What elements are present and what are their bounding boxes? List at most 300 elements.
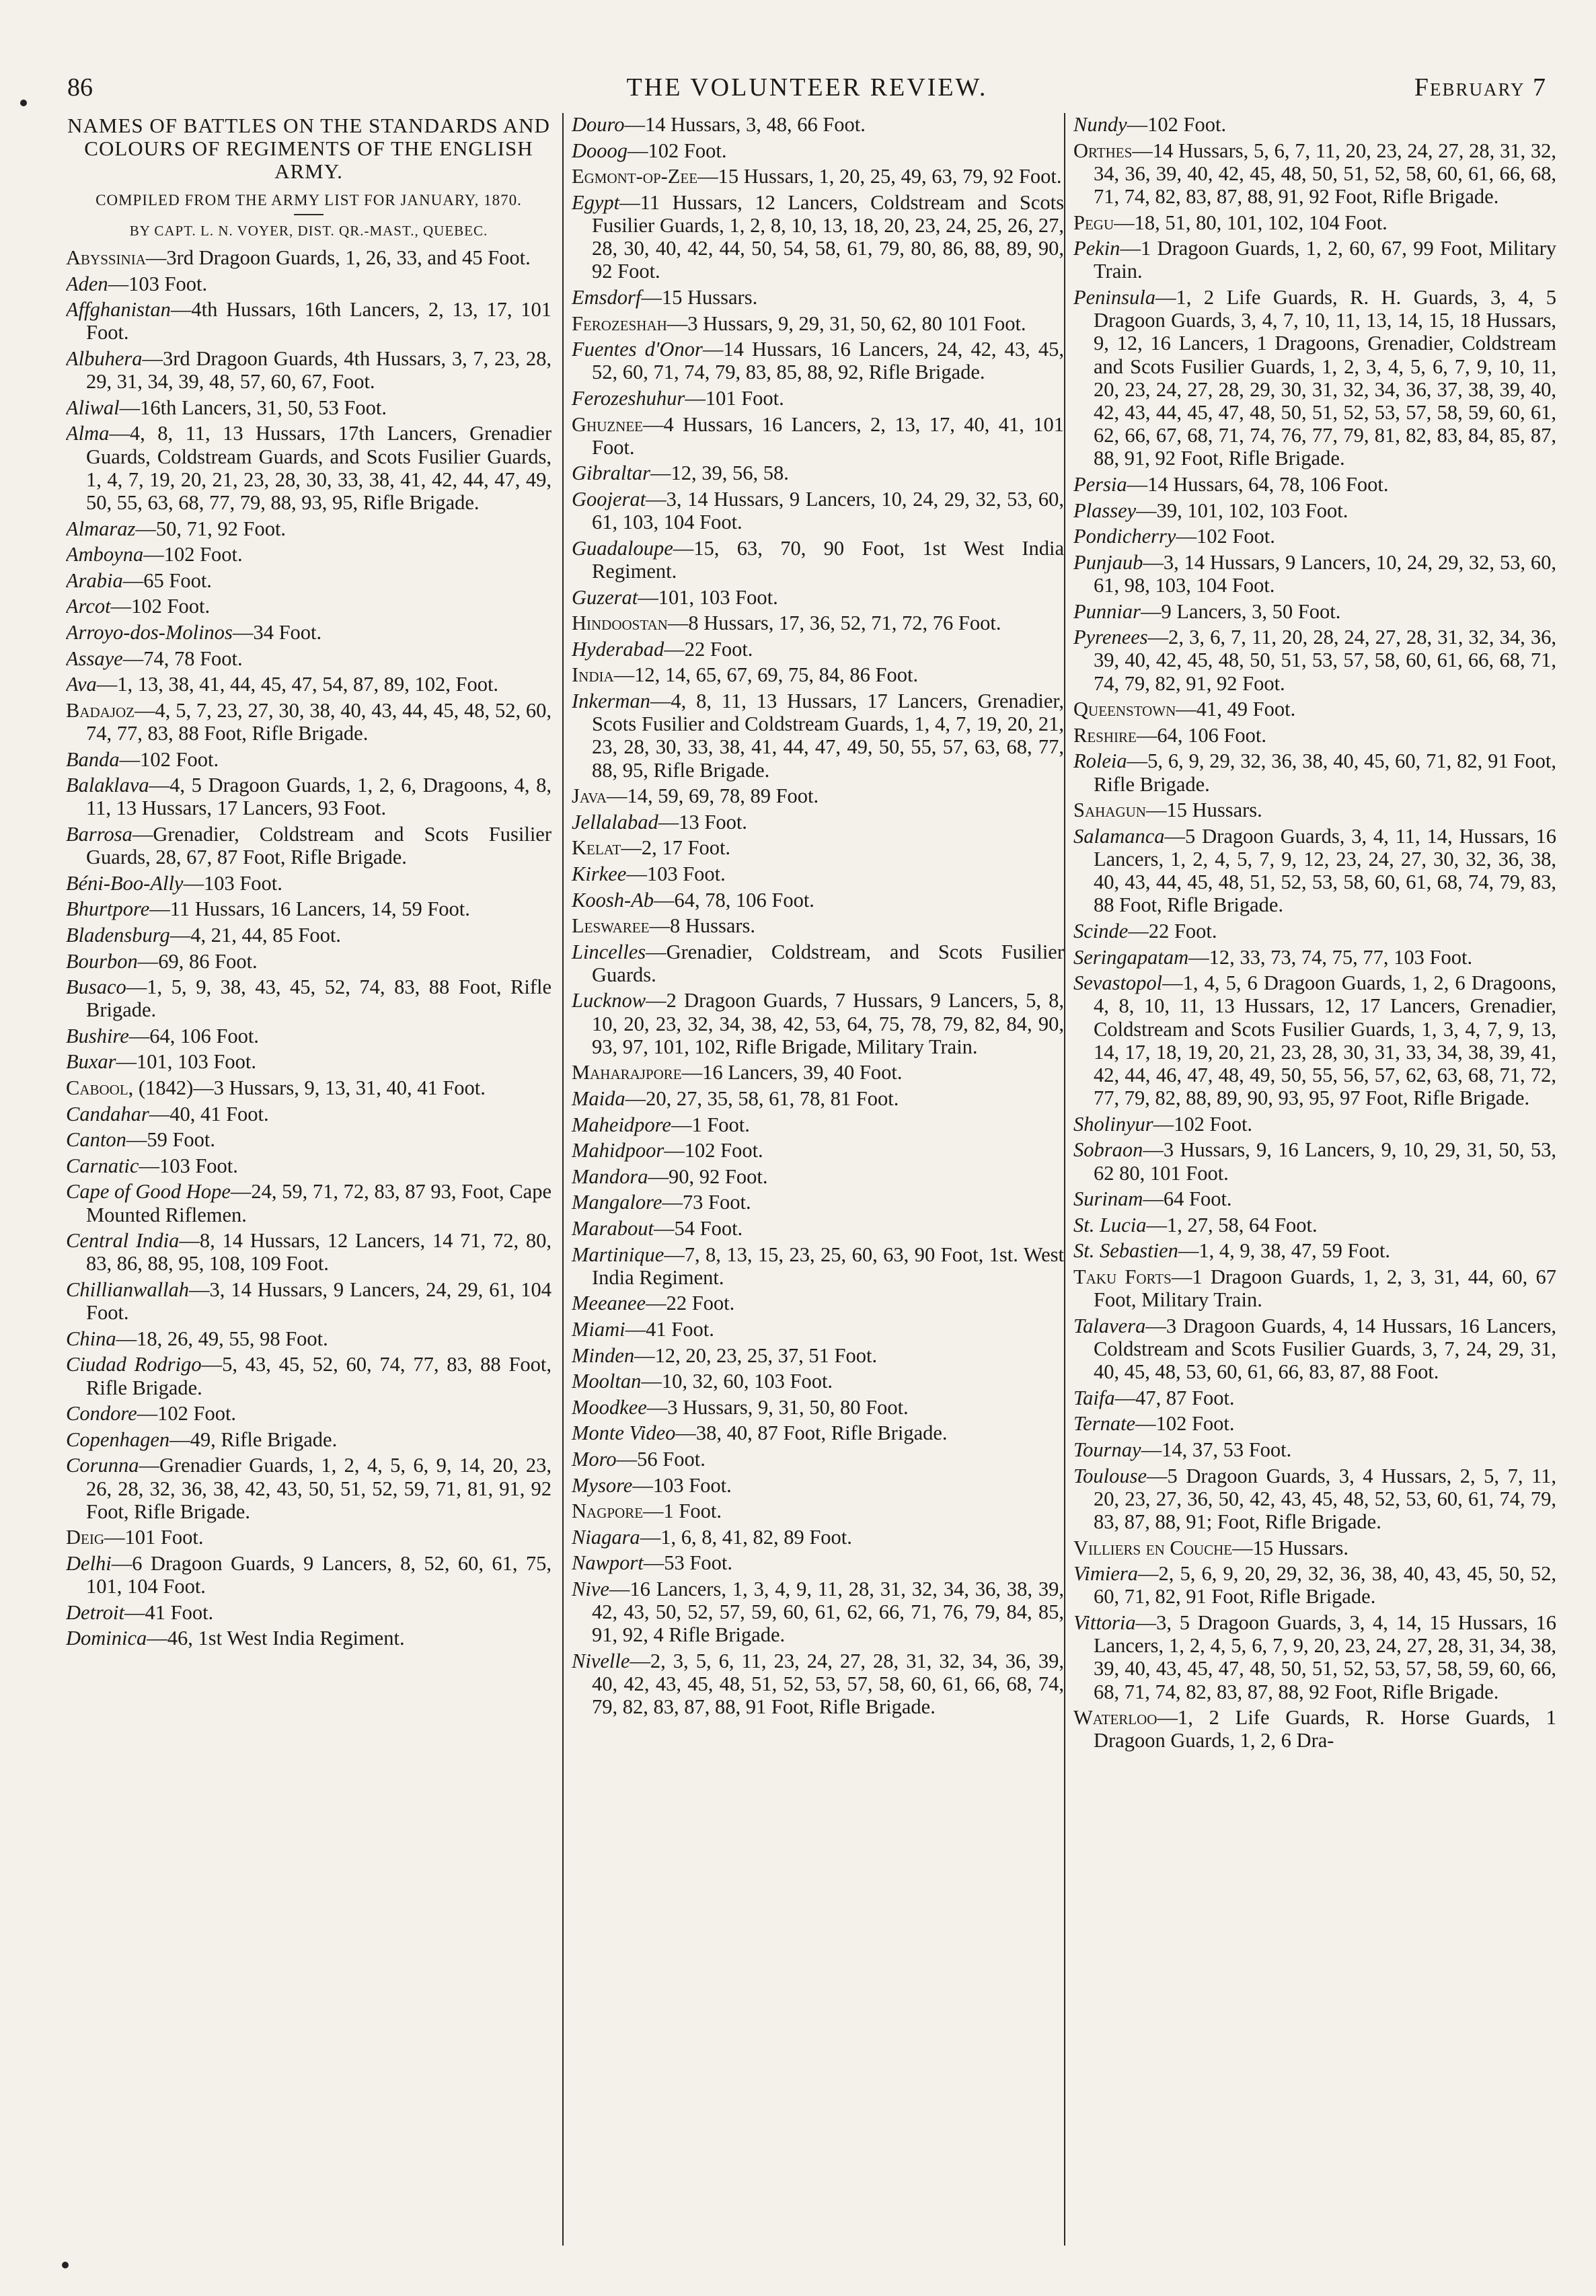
battle-regiments: 14 Hussars, 16 Lancers, 24, 42, 43, 45, 52, 60, 71, 74, 79, 83, 85, 88, 92, Rifle Brigade.: [592, 338, 1064, 384]
battle-name: Roleia: [1073, 749, 1127, 773]
battle-regiments: 16 Lancers, 39, 40 Foot.: [702, 1061, 903, 1084]
battle-regiments: 11 Hussars, 12 Lancers, Coldstream and Scots Fusilier Guards, 1, 2, 8, 10, 13, 18, 20, 23, 24, 25, 26, 27, 28, 30, 40, 42, 44, 50, 54, 58, 61, 79, 80, 86, 88, 89, 90, 92 Foot.: [592, 190, 1064, 283]
battle-name: Salamanca: [1073, 824, 1165, 848]
battle-entry: Bhurtpore—11 Hussars, 16 Lancers, 14, 59 Foot.: [66, 897, 470, 921]
battle-entry: Buxar—101, 103 Foot.: [66, 1050, 256, 1074]
battle-name: Albuhera: [66, 346, 143, 370]
battle-name: Maida: [572, 1087, 625, 1111]
battle-entry: Niagara—1, 6, 8, 41, 82, 89 Foot.: [572, 1525, 852, 1549]
battle-name: Maharajpore: [572, 1061, 682, 1084]
battle-entry: Inkerman—4, 8, 11, 13 Hussars, 17 Lancers, Grenadier, Scots Fusilier and Coldstream Guards, 1, 4, 7, 19, 20, 21, 23, 28, 30, 33, 38, 41, 44, 47, 49, 50, 55, 57, 63, 68, 77, 88, 95, Rifle Brigade.: [572, 689, 1064, 782]
battle-regiments: 1 Dragoon Guards, 1, 2, 60, 67, 99 Foot, Military Train.: [1094, 237, 1556, 283]
battle-regiments: 7, 8, 13, 15, 23, 25, 60, 63, 90 Foot, 1st. West India Regiment.: [592, 1243, 1064, 1289]
battle-entry: Nundy—102 Foot.: [1073, 113, 1227, 136]
battle-entry: Hindoostan—8 Hussars, 17, 36, 52, 71, 72, 76 Foot.: [572, 612, 1001, 635]
battle-regiments: 8 Hussars, 17, 36, 52, 71, 72, 76 Foot.: [688, 612, 1001, 635]
battle-entry: Ternate—102 Foot.: [1073, 1412, 1235, 1436]
battle-entry: St. Sebastien—1, 4, 9, 38, 47, 59 Foot.: [1073, 1239, 1391, 1263]
page-header: [67, 67, 1547, 108]
battle-regiments: 54 Foot.: [674, 1217, 743, 1240]
battle-name: Arabia: [66, 568, 123, 592]
battle-regiments: 4, 21, 44, 85 Foot.: [190, 923, 341, 947]
article-title: NAMES OF BATTLES ON THE STANDARDS AND COLOURS OF REGIMENTS OF THE ENGLISH ARMY.: [67, 114, 550, 183]
battle-entry: Seringapatam—12, 33, 73, 74, 75, 77, 103 Foot.: [1073, 945, 1473, 969]
battle-entry: Deig—101 Foot.: [66, 1526, 204, 1549]
battle-entry: Sobraon—3 Hussars, 9, 16 Lancers, 9, 10, 29, 31, 50, 53, 62 80, 101 Foot.: [1073, 1138, 1556, 1185]
battle-regiments: 18, 26, 49, 55, 98 Foot.: [137, 1327, 328, 1350]
battle-entry: Sholinyur—102 Foot.: [1073, 1112, 1253, 1136]
battle-regiments: 3rd Dragoon Guards, 4th Hussars, 3, 7, 23, 28, 29, 31, 34, 39, 48, 57, 60, 67, Foot.: [86, 346, 552, 394]
battle-entry: Punniar—9 Lancers, 3, 50 Foot.: [1073, 599, 1341, 623]
battle-name: Vittoria: [1073, 1610, 1136, 1634]
battle-regiments: 14 Hussars, 5, 6, 7, 11, 20, 23, 24, 27, 28, 31, 32, 34, 36, 39, 40, 42, 45, 48, 50, 51, 52, 58, 60, 61, 66, 68, 71, 74, 82, 83, 87, 88, 91, 92 Foot, Rifle Brigade.: [1094, 139, 1556, 208]
battle-regiments: 15 Hussars, 1, 20, 25, 49, 63, 79, 92 Foot.: [718, 165, 1062, 188]
battle-name: Ciudad Rodrigo: [66, 1353, 202, 1376]
battle-regiments: 101 Foot.: [124, 1526, 204, 1549]
battle-name: Banda: [66, 747, 120, 771]
battle-regiments: 8 Hussars.: [669, 914, 756, 938]
battle-regiments: 12, 20, 23, 25, 37, 51 Foot.: [654, 1343, 878, 1367]
battle-name: Candahar: [66, 1102, 149, 1125]
battle-name: Monte Video: [572, 1421, 676, 1445]
battle-regiments: 2, 3, 5, 6, 11, 23, 24, 27, 28, 31, 32, 34, 36, 39, 40, 42, 43, 45, 48, 51, 52, 53, 57, 58, 60, 61, 66, 68, 74, 79, 82, 83, 87, 88, 91 Foot, Rifle Brigade.: [592, 1649, 1064, 1719]
battle-entry: Minden—12, 20, 23, 25, 37, 51 Foot.: [572, 1343, 878, 1367]
battle-regiments: 16 Lancers, 1, 3, 4, 9, 11, 28, 31, 32, 34, 36, 38, 39, 42, 43, 50, 52, 57, 59, 60, 61, 62, 66, 71, 76, 79, 84, 85, 91, 92, 4 Rifle Brigade.: [592, 1577, 1064, 1647]
battle-entry: Tournay—14, 37, 53 Foot.: [1073, 1438, 1292, 1461]
battle-entry: Punjaub—3, 14 Hussars, 9 Lancers, 10, 24, 29, 32, 53, 60, 61, 98, 103, 104 Foot.: [1073, 550, 1556, 597]
battle-entry: Peninsula—1, 2 Life Guards, R. H. Guards, 3, 4, 5 Dragoon Guards, 3, 4, 7, 10, 11, 13, 14, 15, 18 Hussars, 9, 12, 16 Lancers, 1 Dragoons, Grenadier, Coldstream and Scots Fusilier Guards, 1, 2, 3, 4, 5, 6, 7, 9, 10, 11, 20, 23, 24, 27, 28, 29, 30, 31, 32, 34, 36, 37, 38, 39, 40, 42, 43, 44, 45, 47, 48, 50, 51, 52, 53, 57, 58, 59, 60, 61, 62, 66, 67, 68, 71, 74, 76, 77, 79, 81, 82, 83, 84, 85, 87, 88, 91, 92 Foot, Rifle Brigade.: [1073, 285, 1556, 470]
battle-name: Busaco: [66, 975, 126, 999]
battle-regiments: 5 Dragoon Guards, 3, 4, 11, 14, Hussars, 16 Lancers, 1, 2, 4, 5, 7, 9, 12, 23, 24, 27, 30, 32, 36, 38, 40, 43, 44, 45, 48, 51, 52, 53, 58, 60, 61, 68, 74, 79, 83, 88 Foot, Rifle Brigade.: [1094, 824, 1556, 917]
battle-name: Bourbon: [66, 949, 138, 973]
battle-entry: Reshire—64, 106 Foot.: [1073, 723, 1267, 747]
battle-regiments: Grenadier, Coldstream, and Scots Fusilier Guards.: [592, 940, 1064, 986]
battle-entry: Waterloo—1, 2 Life Guards, R. Horse Guards, 1 Dragoon Guards, 1, 2, 6 Dra-: [1073, 1706, 1556, 1752]
battle-regiments: 14, 37, 53 Foot.: [1162, 1438, 1292, 1461]
battle-regiments: 4th Hussars, 16th Lancers, 2, 13, 17, 101 Foot.: [86, 298, 552, 344]
battle-regiments: 3 Dragoon Guards, 4, 14 Hussars, 16 Lancers, Coldstream and Scots Fusilier Guards, 3, 7, 24, 29, 31, 40, 45, 48, 53, 60, 61, 66, 83, 87, 88 Foot.: [1094, 1314, 1556, 1384]
battle-regiments: 3rd Dragoon Guards, 1, 26, 33, and 45 Foot.: [166, 246, 531, 269]
print-mark: [62, 2262, 69, 2268]
battle-regiments: 4 Hussars, 16 Lancers, 2, 13, 17, 40, 41, 101 Foot.: [592, 412, 1064, 459]
battle-regiments: 1, 2 Life Guards, R. Horse Guards, 1 Dragoon Guards, 1, 2, 6 Dra-: [1094, 1706, 1556, 1752]
battle-regiments: 1, 13, 38, 41, 44, 45, 47, 54, 87, 89, 102, Foot.: [117, 673, 499, 696]
battle-name: Balaklava: [66, 774, 149, 797]
battle-entry: Amboyna—102 Foot.: [66, 543, 243, 566]
battle-regiments: 50, 71, 92 Foot.: [155, 517, 287, 540]
battle-name: Arroyo-dos-Molinos: [66, 620, 233, 644]
battle-entry: Orthes—14 Hussars, 5, 6, 7, 11, 20, 23, 24, 27, 28, 31, 32, 34, 36, 39, 40, 42, 45, 48, 50, 51, 52, 58, 60, 61, 66, 68, 71, 74, 82, 83, 87, 88, 91, 92 Foot, Rifle Brigade.: [1073, 139, 1556, 208]
battle-entry: Arroyo-dos-Molinos—34 Foot.: [66, 620, 322, 644]
battle-entry: Egmont-op-Zee—15 Hussars, 1, 20, 25, 49, 63, 79, 92 Foot.: [572, 165, 1062, 188]
battle-regiments: 64, 106 Foot.: [1157, 723, 1267, 747]
battle-entry: Guzerat—101, 103 Foot.: [572, 585, 778, 609]
battle-entry: Roleia—5, 6, 9, 29, 32, 36, 38, 40, 45, 60, 71, 82, 91 Foot, Rifle Brigade.: [1073, 749, 1556, 796]
battle-entry: Ciudad Rodrigo—5, 43, 45, 52, 60, 74, 77, 83, 88 Foot, Rifle Brigade.: [66, 1353, 552, 1399]
battle-entry: Pyrenees—2, 3, 6, 7, 11, 20, 28, 24, 27, 28, 31, 32, 34, 36, 39, 40, 42, 45, 48, 50, 51, 53, 57, 58, 60, 61, 66, 68, 71, 74, 79, 82, 91, 92 Foot.: [1073, 626, 1556, 695]
battle-regiments: 64, 78, 106 Foot.: [674, 888, 814, 912]
battle-regiments: 101, 103 Foot.: [137, 1050, 256, 1074]
battle-name: St. Sebastien: [1073, 1239, 1178, 1263]
battle-regiments: 12, 14, 65, 67, 69, 75, 84, 86 Foot.: [634, 663, 919, 687]
battle-entry: Central India—8, 14 Hussars, 12 Lancers, 14 71, 72, 80, 83, 86, 88, 95, 108, 109 Foot.: [66, 1229, 552, 1275]
battle-name: Jellalabad: [572, 810, 658, 834]
battle-regiments: 102 Foot.: [1196, 525, 1275, 548]
battle-regiments: 73 Foot.: [682, 1191, 751, 1214]
battle-regiments: Grenadier Guards, 1, 2, 4, 5, 6, 9, 14, 20, 23, 26, 28, 32, 36, 38, 42, 43, 50, 51, 52, 59, 71, 81, 91, 92 Foot, Rifle Brigade.: [86, 1454, 552, 1523]
battle-regiments: 14, 59, 69, 78, 89 Foot.: [627, 784, 819, 808]
battle-regiments: 18, 51, 80, 101, 102, 104 Foot.: [1134, 211, 1388, 234]
battle-regiments: 102 Foot.: [1174, 1112, 1253, 1136]
battle-regiments: 14 Hussars, 3, 48, 66 Foot.: [645, 113, 866, 136]
battle-entry: Assaye—74, 78 Foot.: [66, 646, 243, 670]
battle-regiments: 1, 6, 8, 41, 82, 89 Foot.: [660, 1525, 852, 1549]
battle-name: Condore: [66, 1402, 137, 1425]
battle-name: Mahidpoor: [572, 1139, 664, 1162]
battle-entry: Corunna—Grenadier Guards, 1, 2, 4, 5, 6, 9, 14, 20, 23, 26, 28, 32, 36, 38, 42, 43, 50, 51, 52, 59, 71, 81, 91, 92 Foot, Rifle Brigade.: [66, 1454, 552, 1523]
battle-entry: Maheidpore—1 Foot.: [572, 1113, 750, 1136]
battle-entry: Guadaloupe—15, 63, 70, 90 Foot, 1st West India Regiment.: [572, 536, 1064, 583]
battle-regiments: 90, 92 Foot.: [669, 1164, 768, 1188]
battle-entry: Abyssinia—3rd Dragoon Guards, 1, 26, 33, and 45 Foot.: [66, 246, 531, 269]
battle-entry: Ava—1, 13, 38, 41, 44, 45, 47, 54, 87, 89, 102, Foot.: [66, 673, 499, 696]
battle-name: Cape of Good Hope: [66, 1180, 231, 1203]
battle-entry: Taifa—47, 87 Foot.: [1073, 1386, 1235, 1409]
battle-name: Guadaloupe: [572, 536, 673, 560]
battle-name: Guzerat: [572, 585, 638, 609]
battle-entry: Goojerat—3, 14 Hussars, 9 Lancers, 10, 24, 29, 32, 53, 60, 61, 103, 104 Foot.: [572, 487, 1064, 534]
battle-regiments: 34 Foot.: [253, 620, 322, 644]
battle-entry: Villiers en Couche—15 Hussars.: [1073, 1536, 1348, 1559]
battle-name: Corunna: [66, 1454, 139, 1477]
battle-regiments: 12, 39, 56, 58.: [671, 461, 789, 485]
battle-name: Sevastopol: [1073, 971, 1163, 995]
battle-name: Hindoostan: [572, 612, 668, 635]
battle-regiments: 41 Foot.: [646, 1318, 714, 1341]
battle-name: Martinique: [572, 1243, 664, 1266]
battle-name: Douro: [572, 113, 625, 136]
battle-entry: Cabool, (1842)—3 Hussars, 9, 13, 31, 40, 41 Foot.: [66, 1076, 486, 1100]
battle-name: Assaye: [66, 646, 123, 670]
battle-regiments: 16th Lancers, 31, 50, 53 Foot.: [140, 396, 387, 419]
battle-regiments: 1, 2 Life Guards, R. H. Guards, 3, 4, 5 Dragoon Guards, 3, 4, 7, 10, 11, 13, 14, 15, 18 Hussars, 9, 12, 16 Lancers, 1 Dragoons, Grenadier, Coldstream and Scots Fusilier Guards, 1, 2, 3, 4, 5, 6, 7, 9, 10, 11, 20, 23, 24, 27, 28, 29, 30, 31, 32, 34, 36, 37, 38, 39, 40, 42, 43, 44, 45, 47, 48, 50, 51, 52, 53, 57, 58, 59, 60, 61, 62, 66, 67, 68, 71, 74, 76, 77, 79, 81, 82, 83, 84, 85, 87, 88, 91, 92 Foot, Rifle Brigade.: [1094, 285, 1556, 470]
battle-regiments: 102 Foot.: [157, 1402, 237, 1425]
battle-entry: Badajoz—4, 5, 7, 23, 27, 30, 38, 40, 43, 44, 45, 48, 52, 60, 74, 77, 83, 88 Foot, Rifle Brigade.: [66, 698, 552, 745]
battle-name: Punniar: [1073, 599, 1141, 623]
battle-name: Goojerat: [572, 487, 646, 511]
battle-entry: Surinam—64 Foot.: [1073, 1187, 1232, 1211]
battle-name: Nagpore: [572, 1499, 644, 1523]
battle-name: Maheidpore: [572, 1113, 671, 1136]
battle-entry: Balaklava—4, 5 Dragoon Guards, 1, 2, 6, Dragoons, 4, 8, 11, 13 Hussars, 17 Lancers, 93 Foot.: [66, 774, 552, 820]
page-number: 86: [67, 73, 93, 102]
battle-name: Nivelle: [572, 1649, 630, 1672]
battle-regiments: 6 Dragoon Guards, 9 Lancers, 8, 52, 60, 61, 75, 101, 104 Foot.: [86, 1552, 552, 1598]
battle-regiments: 40, 41 Foot.: [169, 1102, 269, 1125]
battle-entry: Java—14, 59, 69, 78, 89 Foot.: [572, 784, 819, 808]
battle-entry: Queenstown—41, 49 Foot.: [1073, 698, 1296, 721]
battle-entry: Dominica—46, 1st West India Regiment.: [66, 1627, 405, 1650]
battle-name: Mandora: [572, 1164, 648, 1188]
battle-entry: Egypt—11 Hussars, 12 Lancers, Coldstream and Scots Fusilier Guards, 1, 2, 8, 10, 13, 18, 20, 23, 24, 25, 26, 27, 28, 30, 40, 42, 44, 50, 54, 58, 61, 79, 80, 86, 88, 89, 90, 92 Foot.: [572, 190, 1064, 283]
battle-name: Deig: [66, 1526, 105, 1549]
battle-name: Pondicherry: [1073, 525, 1176, 548]
battle-regiments: 103 Foot.: [646, 862, 726, 885]
battle-name: Amboyna: [66, 543, 144, 566]
battle-name: Sobraon: [1073, 1138, 1143, 1162]
battle-name: Queenstown: [1073, 698, 1176, 721]
battle-regiments: 41 Foot.: [145, 1600, 214, 1624]
battle-entry: Scinde—22 Foot.: [1073, 919, 1217, 942]
battle-name: Ferozeshah: [572, 311, 667, 335]
battle-regiments: 103 Foot.: [159, 1154, 238, 1177]
battle-entry: Persia—14 Hussars, 64, 78, 106 Foot.: [1073, 473, 1389, 496]
battle-regiments: 4, 5 Dragoon Guards, 1, 2, 6, Dragoons, 4, 8, 11, 13 Hussars, 17 Lancers, 93 Foot.: [86, 774, 552, 820]
battle-name: India: [572, 663, 614, 687]
battle-regiments: 38, 40, 87 Foot, Rifle Brigade.: [695, 1421, 948, 1445]
battle-entry: Béni-Boo-Ally—103 Foot.: [66, 871, 282, 895]
battle-name: Taku Forts: [1073, 1265, 1172, 1288]
battle-entry: Affghanistan—4th Hussars, 16th Lancers, 2, 13, 17, 101 Foot.: [66, 298, 552, 344]
battle-entry: Mooltan—10, 32, 60, 103 Foot.: [572, 1370, 833, 1393]
battle-entry: Moro—56 Foot.: [572, 1448, 706, 1471]
battle-entry: Aliwal—16th Lancers, 31, 50, 53 Foot.: [66, 396, 387, 419]
battle-name: Bushire: [66, 1024, 129, 1047]
battle-entry: China—18, 26, 49, 55, 98 Foot.: [66, 1327, 328, 1350]
battle-name: Orthes: [1073, 139, 1133, 162]
battle-name: Barrosa: [66, 822, 132, 846]
battle-name: Abyssinia: [66, 246, 146, 269]
battle-regiments: 13 Foot.: [679, 810, 747, 834]
battle-entry: Arcot—102 Foot.: [66, 595, 211, 618]
battle-entry: Copenhagen—49, Rifle Brigade.: [66, 1428, 338, 1451]
battle-entry: Plassey—39, 101, 102, 103 Foot.: [1073, 498, 1348, 522]
battle-regiments: 22 Foot.: [1148, 919, 1217, 942]
battle-entry: Aden—103 Foot.: [66, 272, 208, 295]
battle-entry: Vittoria—3, 5 Dragoon Guards, 3, 4, 14, 15 Hussars, 16 Lancers, 1, 2, 4, 5, 6, 7, 9, 20, 23, 24, 27, 28, 31, 34, 38, 39, 40, 43, 45, 47, 48, 50, 51, 52, 53, 57, 58, 59, 60, 66, 68, 71, 74, 82, 83, 87, 88, 92 Foot, Rifle Brigade.: [1073, 1610, 1556, 1703]
publication-title: THE VOLUNTEER REVIEW.: [626, 73, 988, 102]
battle-regiments: 2, 5, 6, 9, 20, 29, 32, 36, 38, 40, 43, 45, 50, 52, 60, 71, 82, 91 Foot, Rifle Brigade.: [1094, 1562, 1556, 1608]
battle-entry: Kirkee—103 Foot.: [572, 862, 726, 885]
battle-entry: Albuhera—3rd Dragoon Guards, 4th Hussars, 3, 7, 23, 28, 29, 31, 34, 39, 48, 57, 60, 67, Foot.: [66, 346, 552, 394]
battle-entry: Nagpore—1 Foot.: [572, 1499, 722, 1523]
battle-entry: Kelat—2, 17 Foot.: [572, 836, 731, 860]
battle-entry: India—12, 14, 65, 67, 69, 75, 84, 86 Foot.: [572, 663, 919, 687]
battle-name: Egypt: [572, 190, 620, 214]
battle-name: Java: [572, 784, 607, 808]
battle-name: Sahagun: [1073, 799, 1146, 822]
battle-regiments: 4, 8, 11, 13 Hussars, 17th Lancers, Grenadier Guards, Coldstream Guards, and Scots Fusilier Guards, 1, 4, 7, 19, 20, 21, 23, 28, 30, 33, 38, 41, 42, 44, 47, 49, 50, 55, 63, 68, 77, 79, 88, 93, 95, Rifle Brigade.: [86, 422, 552, 514]
battle-regiments: 102 Foot.: [684, 1139, 763, 1162]
battle-regiments: 1 Dragoon Guards, 1, 2, 3, 31, 44, 60, 67 Foot, Military Train.: [1094, 1265, 1556, 1312]
battle-name: Mysore: [572, 1473, 633, 1497]
battle-name: Villiers en Couche: [1073, 1536, 1233, 1559]
battle-regiments: 64 Foot.: [1163, 1187, 1232, 1211]
battle-name: Minden: [572, 1343, 635, 1367]
battle-regiments: 22 Foot.: [666, 1292, 735, 1315]
battle-regiments: 10, 32, 60, 103 Foot.: [661, 1370, 833, 1393]
battle-regiments: 22 Foot.: [684, 637, 753, 661]
battle-name: Koosh-Ab: [572, 888, 654, 912]
battle-entry: Dooog—102 Foot.: [572, 139, 727, 162]
battle-name: Nundy: [1073, 113, 1127, 136]
battle-name: Moodkee: [572, 1395, 647, 1419]
battle-name: Delhi: [66, 1552, 112, 1576]
battle-regiments: 5, 43, 45, 52, 60, 74, 77, 83, 88 Foot, Rifle Brigade.: [86, 1353, 552, 1399]
battle-name: Marabout: [572, 1217, 654, 1240]
battle-name: Dominica: [66, 1627, 147, 1650]
battle-regiments: 20, 27, 35, 58, 61, 78, 81 Foot.: [646, 1087, 899, 1111]
battle-entry: Nive—16 Lancers, 1, 3, 4, 9, 11, 28, 31, 32, 34, 36, 38, 39, 42, 43, 50, 52, 57, 59, 60, 61, 62, 66, 71, 76, 79, 84, 85, 91, 92, 4 Rifle Brigade.: [572, 1577, 1064, 1647]
battle-regiments: 102 Foot.: [131, 595, 211, 618]
battle-entry: Mandora—90, 92 Foot.: [572, 1164, 768, 1188]
battle-name: Bhurtpore: [66, 897, 150, 921]
battle-regiments: 1, 27, 58, 64 Foot.: [1166, 1213, 1318, 1236]
battle-regiments: 102 Foot.: [1147, 113, 1227, 136]
battle-name: Ava: [66, 673, 97, 696]
battle-regiments: 3 Hussars, 9, 16 Lancers, 9, 10, 29, 31, 50, 53, 62 80, 101 Foot.: [1094, 1138, 1556, 1185]
battle-regiments: 3 Hussars, 9, 31, 50, 80 Foot.: [667, 1395, 909, 1419]
battle-regiments: 59 Foot.: [147, 1128, 216, 1152]
battle-regiments: 103 Foot.: [652, 1473, 732, 1497]
battle-entry: St. Lucia—1, 27, 58, 64 Foot.: [1073, 1213, 1318, 1236]
battle-name: Hyderabad: [572, 637, 664, 661]
battle-name: Surinam: [1073, 1187, 1143, 1211]
battle-regiments: 41, 49 Foot.: [1196, 698, 1296, 721]
battle-regiments: 4, 5, 7, 23, 27, 30, 38, 40, 43, 44, 45, 48, 52, 60, 74, 77, 83, 88 Foot, Rifle Brigade.: [86, 698, 552, 745]
battle-entry: Ferozeshuhur—101 Foot.: [572, 386, 784, 410]
print-mark: [20, 100, 27, 106]
battle-name: Lincelles: [572, 940, 646, 963]
battle-regiments: 64, 106 Foot.: [149, 1024, 259, 1047]
battle-regiments: 101, 103 Foot.: [658, 585, 778, 609]
battle-name: Talavera: [1073, 1314, 1146, 1337]
battle-regiments: 2, 17 Foot.: [641, 836, 731, 860]
battle-entry: Douro—14 Hussars, 3, 48, 66 Foot.: [572, 113, 866, 136]
battle-entry: Hyderabad—22 Foot.: [572, 637, 753, 661]
battle-name: Plassey: [1073, 498, 1137, 522]
battle-regiments: 3, 14 Hussars, 9 Lancers, 10, 24, 29, 32, 53, 60, 61, 103, 104 Foot.: [592, 487, 1064, 534]
battle-regiments: 3 Hussars, 9, 13, 31, 40, 41 Foot.: [213, 1076, 486, 1100]
battle-regiments: 5, 6, 9, 29, 32, 36, 38, 40, 45, 60, 71, 82, 91 Foot, Rifle Brigade.: [1094, 749, 1556, 796]
battle-entry: Maida—20, 27, 35, 58, 61, 78, 81 Foot.: [572, 1087, 899, 1111]
battle-name: Detroit: [66, 1600, 124, 1624]
title-rule: [294, 214, 324, 215]
battle-entry: Lincelles—Grenadier, Coldstream, and Scots Fusilier Guards.: [572, 940, 1064, 986]
battle-regiments: 5 Dragoon Guards, 3, 4 Hussars, 2, 5, 7, 11, 20, 23, 27, 36, 50, 42, 43, 45, 48, 52, 53, 60, 61, 74, 79, 83, 87, 88, 91; Foot, Rifle Brigade.: [1094, 1464, 1556, 1533]
battle-name: Béni-Boo-Ally: [66, 871, 184, 895]
battle-entry: Martinique—7, 8, 13, 15, 23, 25, 60, 63, 90 Foot, 1st. West India Regiment.: [572, 1243, 1064, 1289]
battle-entry: Canton—59 Foot.: [66, 1128, 216, 1152]
battle-regiments: 24, 59, 71, 72, 83, 87 93, Foot, Cape Mounted Riflemen.: [86, 1180, 552, 1226]
battle-regiments: 2, 3, 6, 7, 11, 20, 28, 24, 27, 28, 31, 32, 34, 36, 39, 40, 42, 45, 48, 50, 51, 53, 57, 58, 60, 61, 66, 68, 71, 74, 79, 82, 91, 92 Foot.: [1094, 626, 1556, 695]
battle-name: Fuentes d'Onor: [572, 338, 703, 361]
battle-name: Toulouse: [1073, 1464, 1147, 1487]
battle-entry: Alma—4, 8, 11, 13 Hussars, 17th Lancers, Grenadier Guards, Coldstream Guards, and Scots Fusilier Guards, 1, 4, 7, 19, 20, 21, 23, 28, 30, 33, 38, 41, 42, 44, 47, 49, 50, 55, 63, 68, 77, 79, 88, 93, 95, Rifle Brigade.: [66, 422, 552, 514]
battle-entry: Bourbon—69, 86 Foot.: [66, 949, 258, 973]
battle-regiments: 8, 14 Hussars, 12 Lancers, 14 71, 72, 80, 83, 86, 88, 95, 108, 109 Foot.: [86, 1229, 552, 1275]
battle-entry: Talavera—3 Dragoon Guards, 4, 14 Hussars, 16 Lancers, Coldstream and Scots Fusilier Guards, 3, 7, 24, 29, 31, 40, 45, 48, 53, 60, 61, 66, 83, 87, 88 Foot.: [1073, 1314, 1556, 1384]
battle-entry: Pekin—1 Dragoon Guards, 1, 2, 60, 67, 99 Foot, Military Train.: [1073, 237, 1556, 283]
battle-regiments: 102 Foot.: [1155, 1412, 1235, 1436]
battle-entry: Pondicherry—102 Foot.: [1073, 525, 1275, 548]
battle-regiments: 46, 1st West India Regiment.: [167, 1627, 405, 1650]
battle-name: Aden: [66, 272, 108, 295]
battle-name: Scinde: [1073, 919, 1129, 942]
battle-name: Nawport: [572, 1551, 644, 1575]
battle-name: Nive: [572, 1577, 609, 1600]
battle-regiments: 3, 14 Hussars, 9 Lancers, 24, 29, 61, 104 Foot.: [86, 1278, 552, 1325]
battle-name: Taifa: [1073, 1386, 1115, 1409]
battle-entry: Chillianwallah—3, 14 Hussars, 9 Lancers, 24, 29, 61, 104 Foot.: [66, 1278, 552, 1325]
battle-regiments: 65 Foot.: [143, 568, 212, 592]
column-3: [1064, 113, 1556, 2246]
battle-name: China: [66, 1327, 116, 1350]
battle-regiments: 14 Hussars, 64, 78, 106 Foot.: [1147, 473, 1389, 496]
battle-entry: Bladensburg—4, 21, 44, 85 Foot.: [66, 923, 341, 947]
battle-entry: Banda—102 Foot.: [66, 747, 219, 771]
battle-regiments: 2 Dragoon Guards, 7 Hussars, 9 Lancers, 5, 8, 10, 20, 23, 32, 34, 38, 42, 53, 64, 75, 78, 79, 82, 84, 90, 93, 97, 101, 102, Rifle Brigade, Military Train.: [592, 989, 1064, 1058]
battle-entry: Miami—41 Foot.: [572, 1318, 714, 1341]
battle-entry: Ghuznee—4 Hussars, 16 Lancers, 2, 13, 17, 40, 41, 101 Foot.: [572, 412, 1064, 459]
column-2: [562, 113, 1064, 2246]
battle-name: Moro: [572, 1448, 617, 1471]
battle-name: Lucknow: [572, 989, 646, 1012]
battle-name: Arcot: [66, 595, 111, 618]
battle-entry: Barrosa—Grenadier, Coldstream and Scots Fusilier Guards, 28, 67, 87 Foot, Rifle Brigade.: [66, 822, 552, 869]
battle-name: Miami: [572, 1318, 625, 1341]
battle-regiments: 69, 86 Foot.: [158, 949, 258, 973]
column-1: [66, 113, 552, 2246]
battle-entry: Busaco—1, 5, 9, 38, 43, 45, 52, 74, 83, 88 Foot, Rifle Brigade.: [66, 975, 552, 1022]
battle-name: Copenhagen: [66, 1428, 170, 1451]
battle-name: Punjaub: [1073, 550, 1143, 574]
battle-regiments: 39, 101, 102, 103 Foot.: [1156, 498, 1348, 522]
battle-regiments: 53 Foot.: [664, 1551, 732, 1575]
battle-name: Affghanistan: [66, 298, 171, 322]
battle-regiments: 102 Foot.: [648, 139, 727, 162]
battle-name: St. Lucia: [1073, 1213, 1147, 1236]
issue-date: February 7: [1414, 73, 1547, 102]
battle-name: Kirkee: [572, 862, 627, 885]
article-source: COMPILED FROM THE ARMY LIST FOR JANUARY, 1870.: [96, 192, 522, 209]
battle-entry: Monte Video—38, 40, 87 Foot, Rifle Brigade.: [572, 1421, 948, 1445]
battle-name: Vimiera: [1073, 1562, 1138, 1586]
battle-regiments: 15, 63, 70, 90 Foot, 1st West India Regiment.: [592, 536, 1064, 583]
battle-name: Aliwal: [66, 396, 120, 419]
battle-regiments: 12, 33, 73, 74, 75, 77, 103 Foot.: [1209, 945, 1473, 969]
battle-entry: Sevastopol—1, 4, 5, 6 Dragoon Guards, 1, 2, 6 Dragoons, 4, 8, 10, 11, 13 Hussars, 12, 17 Lancers, Grenadier, Coldstream and Scots Fusilier Guards, 1, 3, 4, 7, 9, 13, 14, 17, 18, 19, 20, 21, 23, 28, 30, 31, 33, 34, 38, 39, 41, 42, 44, 46, 47, 48, 49, 50, 55, 56, 57, 62, 63, 68, 71, 72, 77, 79, 82, 88, 89, 90, 93, 95, 97 Foot, Rifle Brigade.: [1073, 971, 1556, 1110]
battle-name: Kelat: [572, 836, 621, 860]
battle-name: Egmont-op-Zee: [572, 165, 698, 188]
battle-name: Buxar: [66, 1050, 116, 1074]
battle-regiments: 1 Foot.: [663, 1499, 722, 1523]
battle-regiments: 49, Rifle Brigade.: [190, 1428, 338, 1451]
battle-entry: Marabout—54 Foot.: [572, 1217, 743, 1240]
battle-name: Mooltan: [572, 1370, 642, 1393]
battle-name: Ternate: [1073, 1412, 1136, 1436]
battle-regiments: 4, 8, 11, 13 Hussars, 17 Lancers, Grenadier, Scots Fusilier and Coldstream Guards, 1, 4, 7, 19, 20, 21, 23, 28, 30, 33, 38, 41, 44, 47, 49, 50, 55, 57, 63, 68, 77, 88, 95, Rifle Brigade.: [592, 689, 1064, 782]
battle-entry: Gibraltar—12, 39, 56, 58.: [572, 461, 789, 485]
battle-entry: Salamanca—5 Dragoon Guards, 3, 4, 11, 14, Hussars, 16 Lancers, 1, 2, 4, 5, 7, 9, 12, 23, 24, 27, 30, 32, 36, 38, 40, 43, 44, 45, 48, 51, 52, 53, 58, 60, 61, 68, 74, 79, 83, 88 Foot, Rifle Brigade.: [1073, 824, 1556, 917]
battle-regiments: 3, 5 Dragoon Guards, 3, 4, 14, 15 Hussars, 16 Lancers, 1, 2, 4, 5, 6, 7, 9, 20, 23, 24, 27, 28, 31, 34, 38, 39, 40, 43, 45, 47, 48, 50, 51, 52, 53, 57, 58, 59, 60, 66, 68, 71, 74, 82, 83, 87, 88, 92 Foot, Rifle Brigade.: [1094, 1610, 1556, 1703]
battle-entry: Condore—102 Foot.: [66, 1402, 237, 1425]
battle-entry: Emsdorf—15 Hussars.: [572, 285, 758, 309]
battle-regiments: 15 Hussars.: [661, 285, 758, 309]
battle-name: Canton: [66, 1128, 126, 1152]
battle-name: Dooog: [572, 139, 628, 162]
battle-regiments: 103 Foot.: [128, 272, 208, 295]
